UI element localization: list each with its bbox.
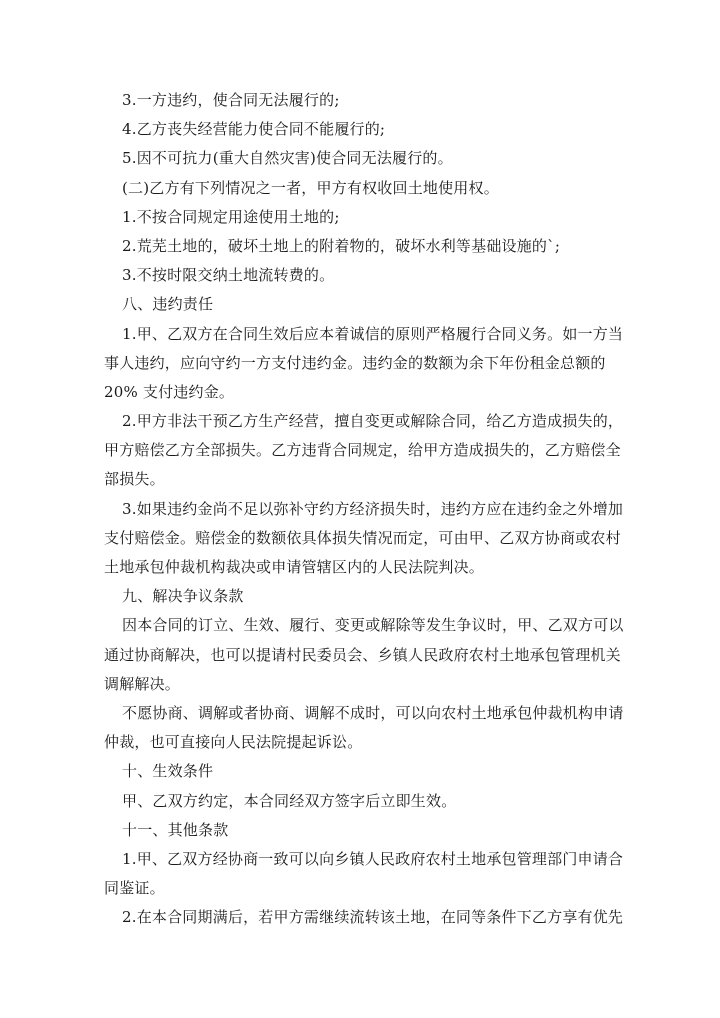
section-heading: 九、解决争议条款 — [122, 587, 244, 606]
paragraph-line: 仲裁，也可直接向人民法院提起诉讼。 — [104, 733, 363, 752]
paragraph-line: 3.如果违约金尚不足以弥补守约方经济损失时，违约方应在违约金之外增加 — [122, 499, 624, 518]
paragraph-line: 事人违约，应向守约一方支付违约金。违约金的数额为余下年份租金总额的 — [104, 353, 606, 372]
paragraph-line: 不愿协商、调解或者协商、调解不成时，可以向农村土地承包仲裁机构申请 — [122, 703, 624, 722]
paragraph-line: 因本合同的订立、生效、履行、变更或解除等发生争议时，甲、乙双方可以 — [122, 616, 624, 635]
paragraph-line: 通过协商解决，也可以提请村民委员会、乡镇人民政府农村土地承包管理机关 — [104, 645, 621, 664]
paragraph-line: 土地承包仲裁机构裁决或申请管辖区内的人民法院判决。 — [104, 558, 485, 576]
section-heading: 八、违约责任 — [122, 295, 214, 314]
section-heading: 十一、其他条款 — [122, 820, 229, 839]
paragraph-line: 调解解决。 — [104, 674, 181, 693]
paragraph-line: 4.乙方丧失经营能力使合同不能履行的; — [122, 120, 386, 139]
paragraph-line: 3.不按时限交纳土地流转费的。 — [122, 266, 335, 285]
paragraph-line: 1.甲、乙双方在合同生效后应本着诚信的原则严格履行合同义务。如一方当 — [122, 324, 624, 343]
paragraph-line: 3.一方违约，使合同无法履行的; — [122, 91, 340, 109]
paragraph-line: 支付赔偿金。赔偿金的数额依具体损失情况而定，可由甲、乙双方协商或农村 — [104, 528, 621, 547]
paragraph-line: 甲、乙双方约定，本合同经双方签字后立即生效。 — [122, 791, 457, 810]
paragraph-line: 2.甲方非法干预乙方生产经营，擅自变更或解除合同，给乙方造成损失的， — [122, 412, 624, 431]
paragraph-line: 2.在本合同期满后，若甲方需继续流转该土地，在同等条件下乙方享有优先 — [122, 908, 624, 927]
paragraph-line: 部损失。 — [104, 470, 165, 489]
paragraph-line: 同鉴证。 — [104, 879, 165, 898]
document-page — [0, 86, 720, 932]
paragraph-line: 1.不按合同规定用途使用土地的; — [122, 207, 340, 226]
paragraph-line: 2.荒芜土地的，破坏土地上的附着物的，破坏水利等基础设施的`; — [122, 236, 561, 255]
paragraph-line: 5.因不可抗力(重大自然灾害)使合同无法履行的。 — [122, 149, 453, 168]
paragraph-line: 20% 支付违约金。 — [104, 382, 235, 401]
paragraph-line: 甲方赔偿乙方全部损失。乙方违背合同规定，给甲方造成损失的，乙方赔偿全 — [104, 441, 621, 460]
section-heading: 十、生效条件 — [122, 762, 214, 781]
paragraph-line: 1.甲、乙双方经协商一致可以向乡镇人民政府农村土地承包管理部门申请合 — [122, 849, 624, 868]
paragraph-line: (二)乙方有下列情况之一者，甲方有权收回土地使用权。 — [122, 178, 499, 197]
